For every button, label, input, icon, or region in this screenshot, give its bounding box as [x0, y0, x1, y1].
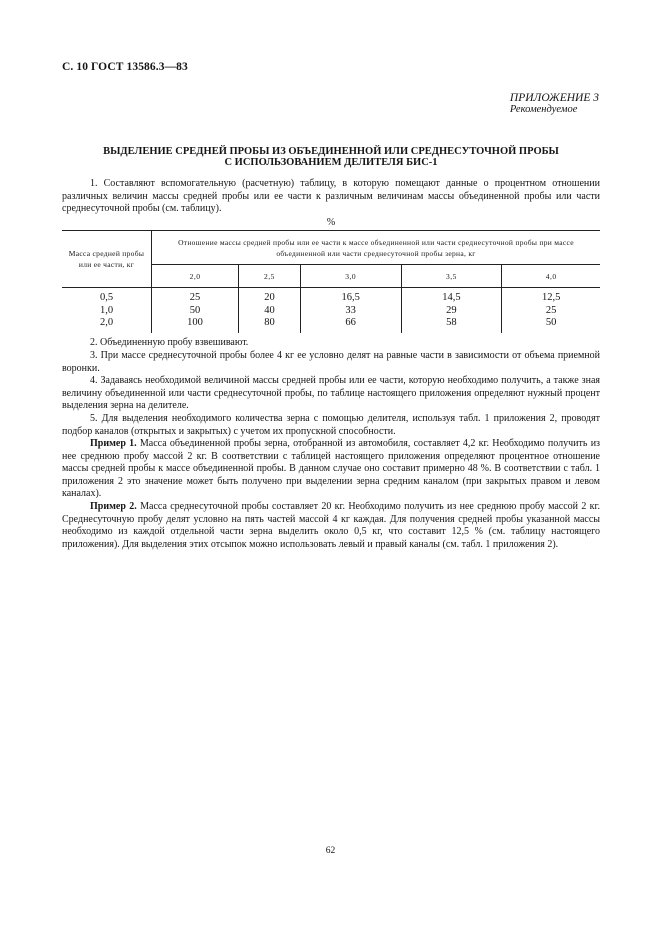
ratio-table — [62, 230, 600, 333]
paragraph-5: 5. Для выделения необходимого количества зерна с помощью делителя, используя табл. 1 приложения 2, проводят подбор каналов (открытых и закрытых) с учетом их пропускной способности. — [62, 413, 600, 437]
paragraph-3: 3. При массе среднесуточной пробы более 4 кг ее условно делят на равные части в зависимости от объема приемной воронки. — [62, 350, 600, 374]
example-2-label: Пример 2. — [90, 501, 137, 512]
example-1-label: Пример 1. — [90, 438, 137, 449]
paragraph-4: 4. Задаваясь необходимой величиной массы средней пробы или ее части, которую необходимо получить, а также зная величину объединенной или части среднесуточной пробы, по таблице настоящего приложения определяют нужный процент выделения зерна на делителе. — [62, 375, 600, 412]
example-1-text: Масса объединенной пробы зерна, отобранной из автомобиля, составляет 4,2 кг. Необходимо получить из нее среднюю пробу массой 2 кг. В соответствии с таблицей настоящего приложения определяют процентное отношение массы средней пробы к массе объединенной пробы. В данном случае оно составит примерно 48 %. В соответствии с табл. 1 приложения 2 это значение может быть получено при выделении зерна средним каналом (при закрытых правом и левом каналах). — [62, 438, 600, 500]
page-number: 62 — [325, 846, 336, 856]
table-cell: 16,5 — [300, 288, 401, 306]
table-header-ratio: Отношение массы средней пробы или ее части к массе объединенной или части среднесуточной пробы при массе объединенной или части среднесуточной пробы зерна, кг — [152, 231, 601, 265]
table-cell: 100 — [152, 318, 239, 333]
example-2-text: Масса среднесуточной пробы составляет 20 кг. Необходимо получить из нее среднюю пробу массой 2 кг. Среднесуточную пробу делят условно на пять частей массой 4 кг каждая. Для получения средней пробы указанной массы необходимо из каждой отдельной части зерна выделить около 0,5 кг, что составит 12,5 % (см. таблицу настоящего приложения). Для выделения этих отсыпок можно использовать левый и правый каналы (см. табл. 1 приложения 2). — [62, 501, 601, 550]
table-cell: 1,0 — [62, 306, 152, 319]
table-subheader: 3,5 — [401, 265, 502, 288]
document-header: С. 10 ГОСТ 13586.3—83 — [62, 61, 188, 73]
table-subheader: 2,5 — [239, 265, 301, 288]
section-title — [62, 146, 600, 168]
table-cell: 20 — [239, 288, 301, 306]
table-cell: 50 — [545, 317, 557, 328]
table-cell: 29 — [401, 306, 502, 319]
table-unit: % — [326, 217, 336, 228]
table-subheader: 4,0 — [502, 265, 600, 288]
table-row — [62, 318, 600, 333]
table-cell: 25 — [152, 288, 239, 306]
table-cell: 50 — [152, 306, 239, 319]
section-title-line-1: ВЫДЕЛЕНИЕ СРЕДНЕЙ ПРОБЫ ИЗ ОБЪЕДИНЕННОЙ ИЛИ СРЕДНЕСУТОЧНОЙ ПРОБЫ — [103, 146, 559, 157]
table-cell: 2,0 — [62, 318, 152, 333]
table-subheader: 3,0 — [300, 265, 401, 288]
table-header-mass: Масса средней пробы или ее части, кг — [62, 231, 152, 288]
table-cell: 25 — [545, 304, 557, 316]
appendix-status: Рекомендуемое — [509, 104, 578, 115]
table-cell: 33 — [300, 306, 401, 319]
example-1 — [62, 438, 600, 501]
section-title-line-2: С ИСПОЛЬЗОВАНИЕМ ДЕЛИТЕЛЯ БИС-1 — [224, 157, 438, 168]
paragraph-2: 2. Объединенную пробу взвешивают. — [90, 337, 249, 348]
appendix-number: ПРИЛОЖЕНИЕ 3 — [509, 92, 599, 104]
table-cell: 40 — [239, 306, 301, 319]
example-2 — [62, 501, 600, 551]
table-cell: 80 — [239, 318, 301, 333]
table-cell: 0,5 — [62, 288, 152, 306]
paragraph-1: 1. Составляют вспомогательную (расчетную) таблицу, в которую помещают данные о процентном отношении различных величин массы средней пробы или ее части к различным величинам массы объединенной пробы или части среднесуточной пробы (см. таблицу). — [62, 178, 600, 215]
table-subheader: 2,0 — [152, 265, 239, 288]
table-row — [62, 306, 600, 319]
appendix-label — [510, 93, 599, 115]
table-row — [62, 288, 600, 306]
table-cell: 12,5 — [541, 292, 561, 303]
table-cell: 58 — [401, 318, 502, 333]
table-cell: 14,5 — [401, 288, 502, 306]
table-cell: 66 — [300, 318, 401, 333]
